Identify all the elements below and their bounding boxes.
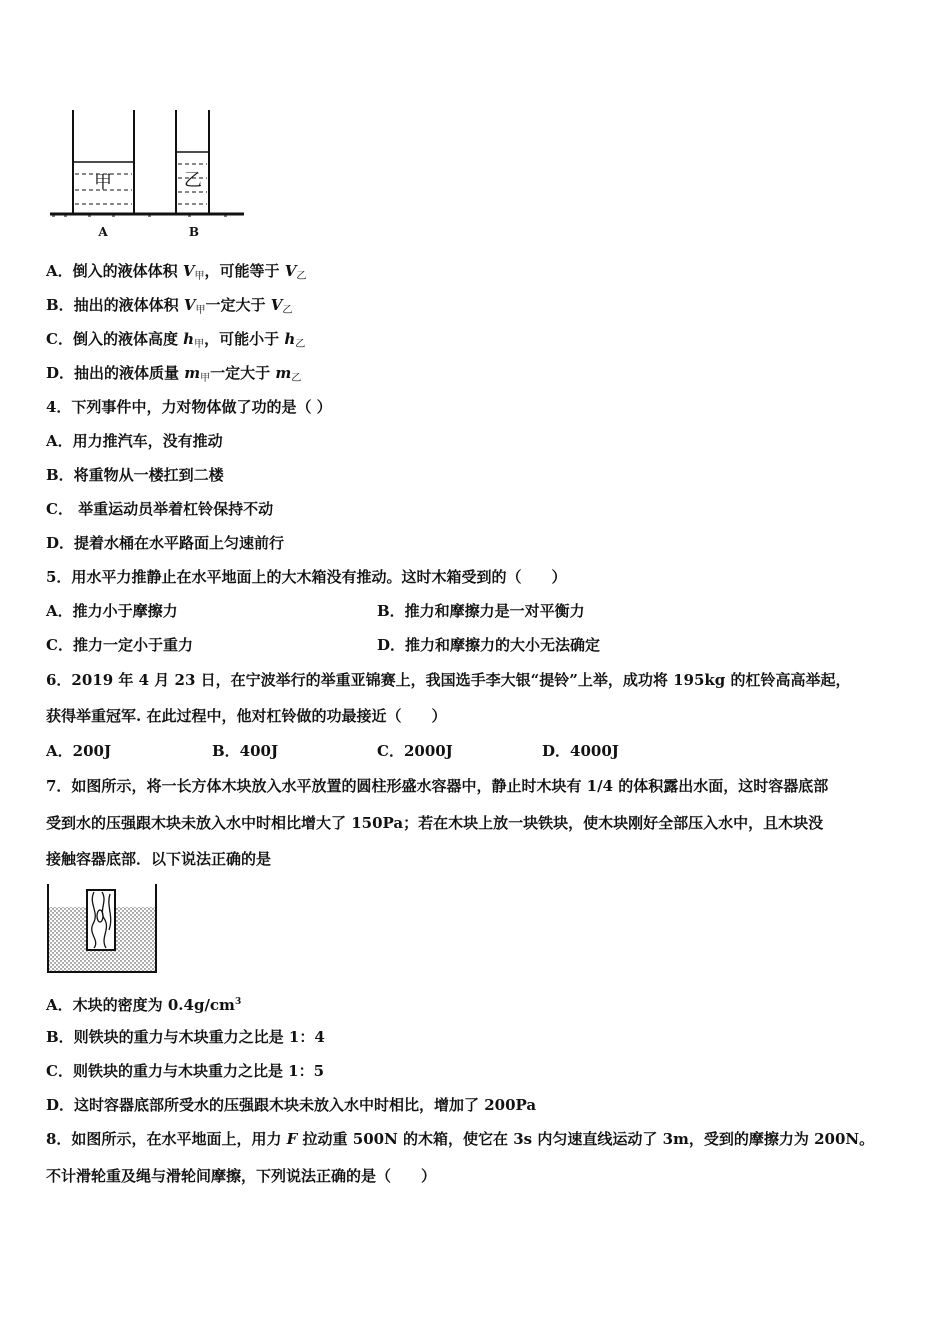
q3-option-a: A．倒入的液体体积 $V_甲$，可能等于 $V_乙$ xyxy=(46,262,307,282)
q5-option-c: C．推力一定小于重力 xyxy=(46,636,193,654)
q6-option-d: D．4000J xyxy=(542,742,619,760)
q4-option-b: B．将重物从一楼扛到二楼 xyxy=(46,466,224,484)
q8-stem-line1: 8．如图所示，在水平地面上，用力 F 拉动重 500N 的木箱，使它在 3s 内匀速直线运动了 3m，受到的摩擦力为 200N。 xyxy=(46,1130,875,1148)
q6-option-c: C．2000J xyxy=(377,742,453,760)
q4-option-c: C． 举重运动员举着杠铃保持不动 xyxy=(46,500,274,518)
q7-stem-line2: 受到水的压强跟木块未放入水中时相比增大了 150Pa；若在木块上放一块铁块，使木块刚好全部压入水中，且木块没 xyxy=(46,814,824,832)
floating-block-figure xyxy=(44,880,160,976)
q7-option-a: A．木块的密度为 $0.4g/cm^3$ xyxy=(46,996,242,1014)
q6-option-b: B．400J xyxy=(212,742,279,760)
q4-option-d: D．提着水桶在水平路面上匀速前行 xyxy=(46,534,285,552)
container-a-label: A xyxy=(98,225,108,239)
q5-option-b: B．推力和摩擦力是一对平衡力 xyxy=(377,602,585,620)
q4-option-a: A．用力推汽车，没有推动 xyxy=(46,432,223,450)
q7-option-d: D．这时容器底部所受水的压强跟木块未放入水中时相比，增加了 200Pa xyxy=(46,1096,537,1114)
liquid-b-label: 乙 xyxy=(184,170,202,191)
q5-option-a: A．推力小于摩擦力 xyxy=(46,602,178,620)
q3-option-b: B．抽出的液体体积 $V_甲$一定大于 $V_乙$ xyxy=(46,296,293,316)
q7-stem-line3: 接触容器底部．以下说法正确的是 xyxy=(46,850,272,868)
q7-option-b: B．则铁块的重力与木块重力之比是 1：4 xyxy=(46,1028,325,1046)
container-b-label: B xyxy=(188,225,200,239)
containers-figure xyxy=(48,106,248,241)
q5-option-d: D．推力和摩擦力的大小无法确定 xyxy=(377,636,601,654)
q7-option-c: C．则铁块的重力与木块重力之比是 1：5 xyxy=(46,1062,325,1080)
q3-option-c: C．倒入的液体高度 $h_甲$，可能小于 $h_乙$ xyxy=(46,330,306,350)
q7-stem-line1: 7．如图所示，将一长方体木块放入水平放置的圆柱形盛水容器中，静止时木块有 1/4 的体积露出水面，这时容器底部 xyxy=(46,777,829,795)
q6-option-a: A．200J xyxy=(46,742,112,760)
liquid-a-label: 甲 xyxy=(94,172,112,193)
q4-stem: 4．下列事件中，力对物体做了功的是（ ） xyxy=(46,398,332,416)
q5-stem: 5．用水平力推静止在水平地面上的大木箱没有推动。这时木箱受到的（ ） xyxy=(46,568,567,586)
q6-stem-line2: 获得举重冠军. 在此过程中，他对杠铃做的功最接近（ ） xyxy=(46,707,447,725)
q8-stem-line2: 不计滑轮重及绳与滑轮间摩擦，下列说法正确的是（ ） xyxy=(46,1167,437,1185)
q6-stem-line1: 6．2019 年 4 月 23 日，在宁波举行的举重亚锦赛上，我国选手李大银“提铃”上举，成功将 195kg 的杠铃高高举起， xyxy=(46,671,851,689)
q3-option-d: D．抽出的液体质量 $m_甲$一定大于 $m_乙$ xyxy=(46,364,302,384)
